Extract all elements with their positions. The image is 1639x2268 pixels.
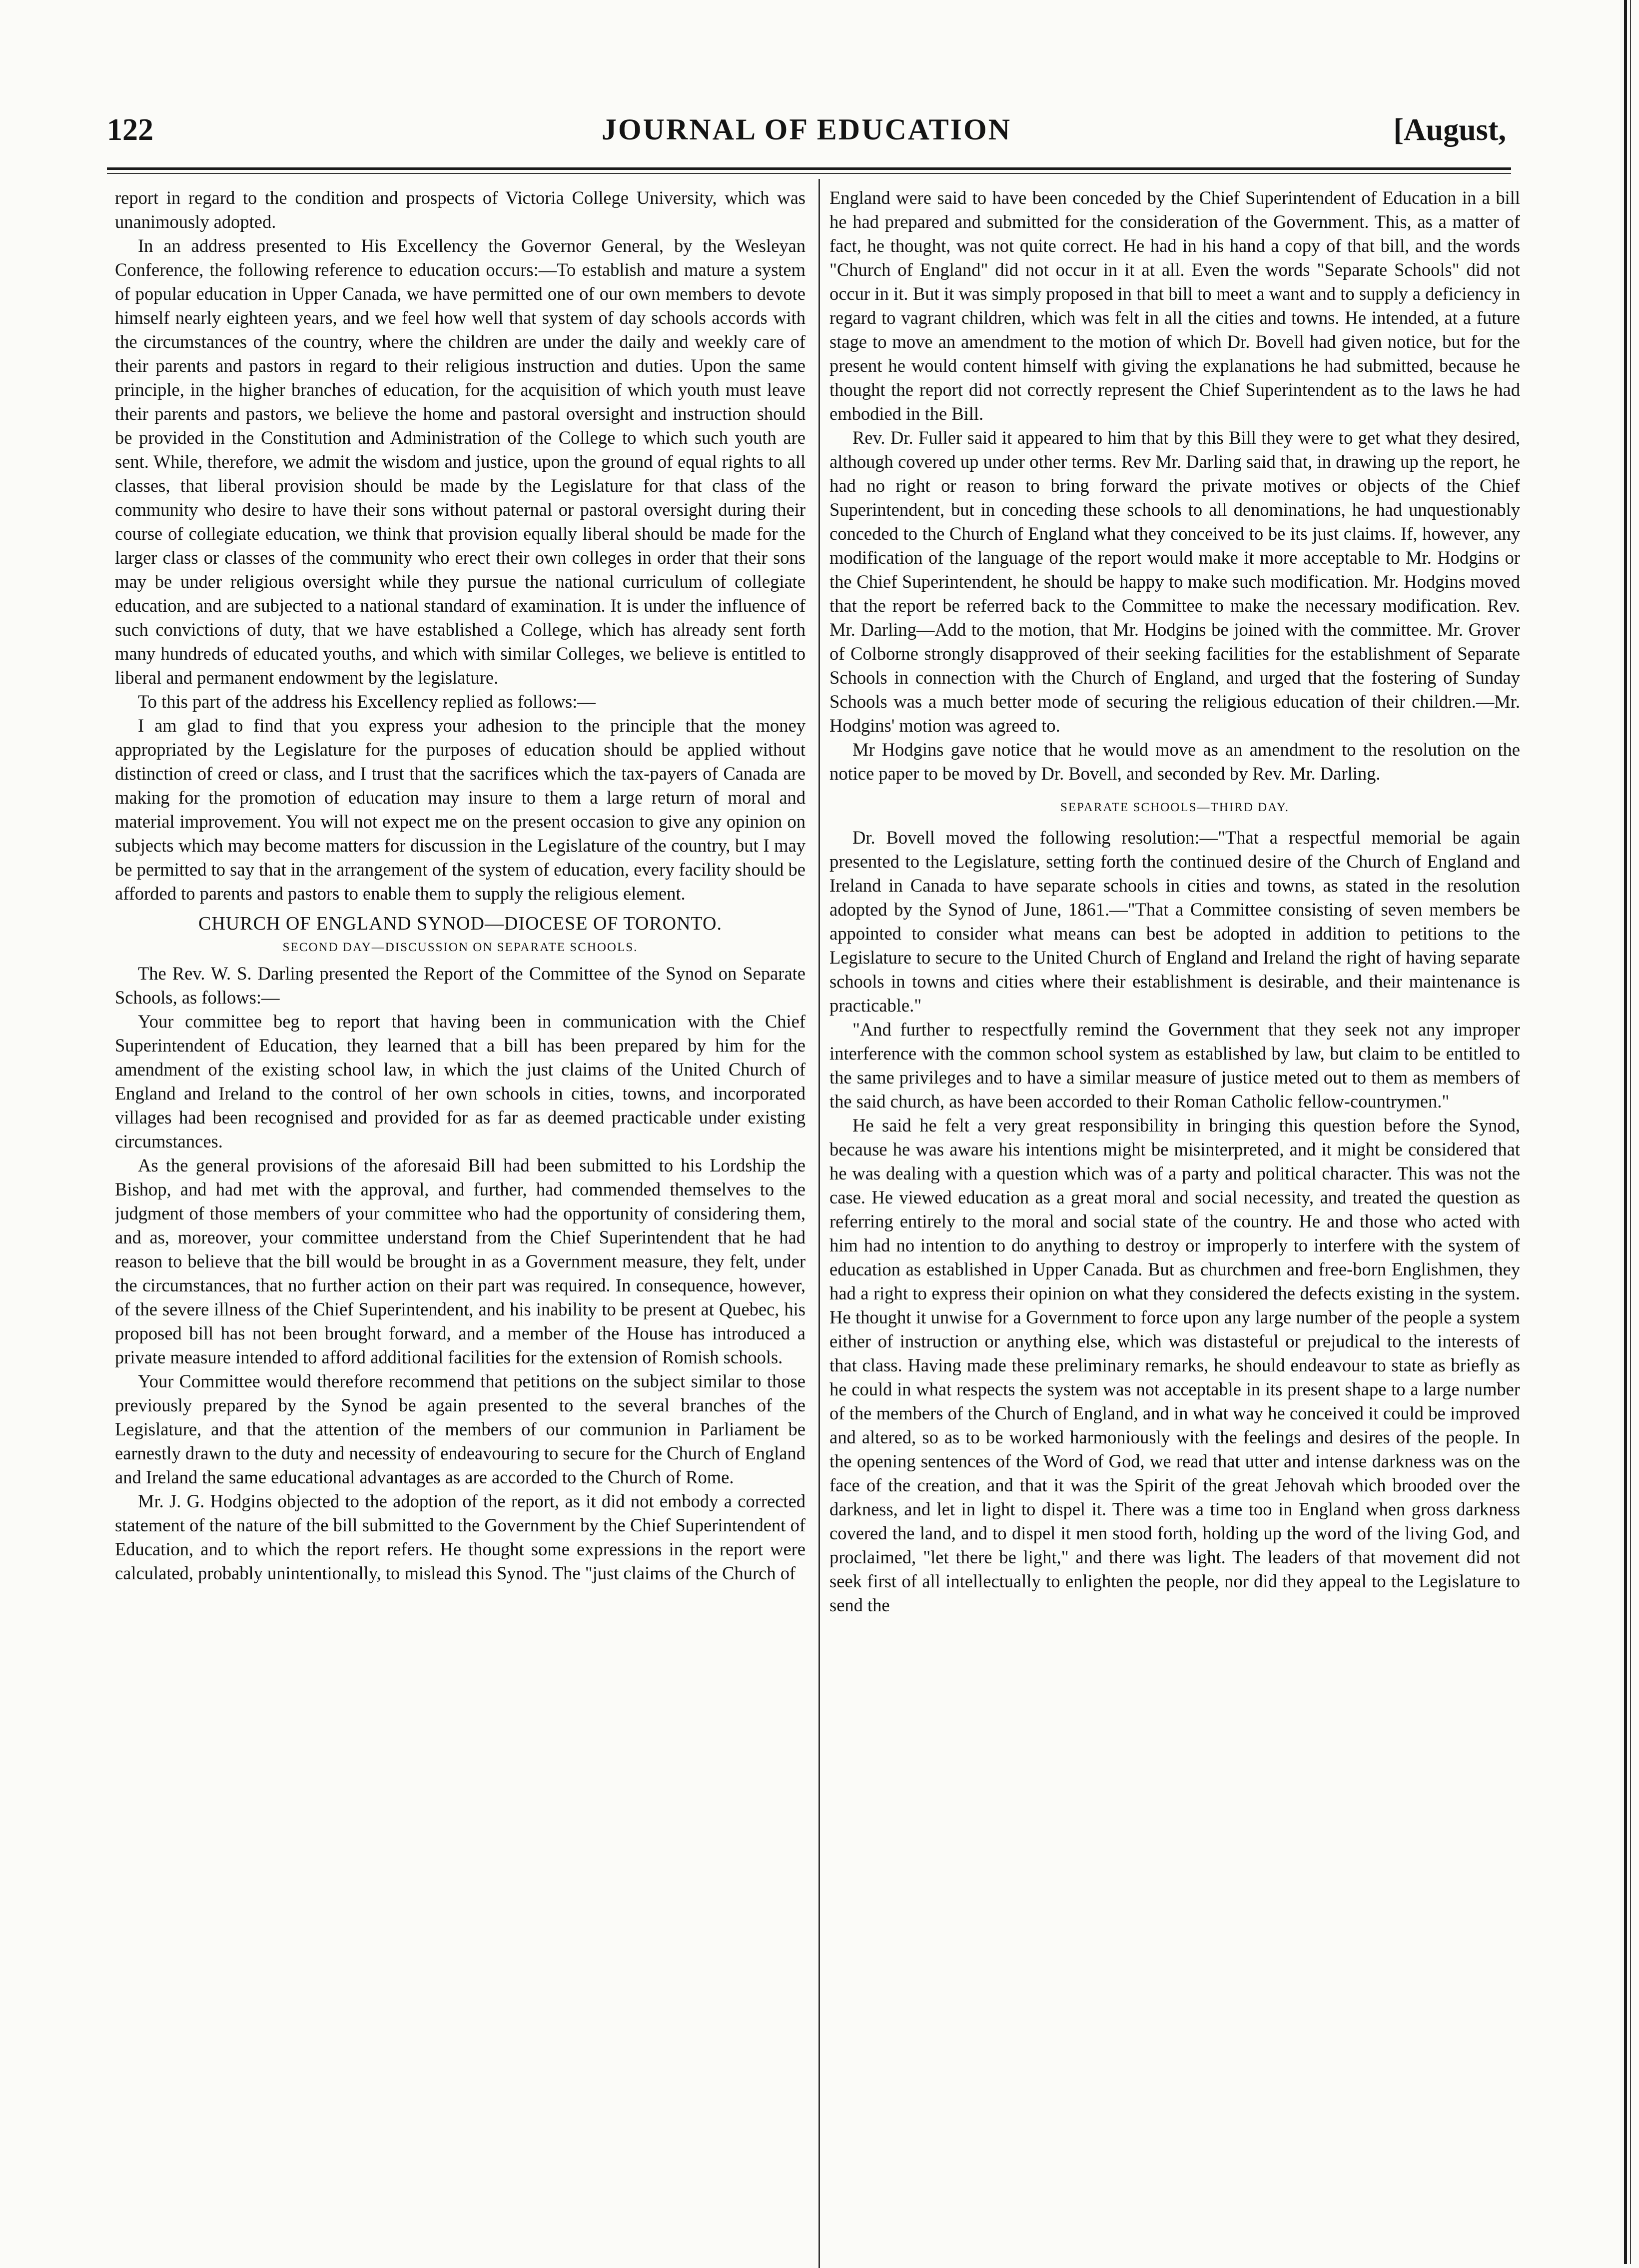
paragraph: "And further to respectfully remind the Government that they seek not any improper interference with the common school system as established by law, but claim to be entitled to the same privileges and to have a similar measure of justice meted out to them as members of the said church, as have been accorded to their Roman Catholic fellow-countrymen." — [829, 1019, 1520, 1112]
header-rule-thick — [107, 167, 1511, 170]
column-divider — [819, 179, 820, 2268]
paragraph: To this part of the address his Excellency replied as follows:— — [138, 691, 596, 712]
page-header — [107, 107, 1506, 162]
page-edge-rule-inner — [1630, 0, 1631, 2264]
journal-title: JOURNAL OF EDUCATION — [601, 113, 1012, 146]
section-subheading: SEPARATE SCHOOLS—THIRD DAY. — [1060, 801, 1290, 814]
paragraph: Dr. Bovell moved the following resolution:—"That a respectful memorial be again presented to the Legislature, setting forth the continued desire of the Church of England and Ireland in Canada to have separate schools in cities and towns, as stated in the resolution adopted by the Synod of June, 1861.—"That a Committee consisting of seven members be appointed to consider what means can best be adopted in addition to petitions to the Legislature to secure to the United Church of England and Ireland the right of having separate schools in towns and cities where their establishment is desirable, and their maintenance is practicable." — [829, 827, 1520, 1016]
paragraph: England were said to have been conceded by the Chief Superintendent of Education in a bill he had prepared and submitted for the consideration of the Government. This, as a matter of fact, he thought, was not quite correct. He had in his hand a copy of that bill, and the words "Church of England" did not occur in it at all. Even the words "Separate Schools" did not occur in it. But it was simply proposed in that bill to meet a want and to supply a deficiency in regard to vagrant children, which was felt in all the cities and towns. He intended, at a future stage to move an amendment to the motion of which Dr. Bovell had given notice, but for the present he would content himself with giving the explanations he had submitted, because he thought the report did not correctly represent the Chief Superintendent as to the laws he had embodied in the Bill. — [829, 187, 1520, 424]
paragraph: Your committee beg to report that having been in communication with the Chief Superintendent of Education, they learned that a bill has been prepared by him for the amendment of the existing school law, in which the just claims of the United Church of England and Ireland to the control of her own schools in cities, towns, and incorporated villages had been recognised and provided for as far as deemed practicable under existing circumstances. — [115, 1011, 806, 1151]
paragraph: In an address presented to His Excellency the Governor General, by the Wesleyan Conference, the following reference to education occurs:—To establish and mature a system of popular education in Upper Canada, we have permitted one of our own members to devote himself nearly eighteen years, and we feel how well that system of day schools accords with the circumstances of the country, where the children are under the daily and weekly care of their parents and pastors in regard to their religious instruction and duties. Upon the same principle, in the higher branches of education, for the acquisition of which youth must leave their parents and pastors, we believe the home and pastoral oversight and instruction should be provided in the Constitution and Administration of the College to which such youth are sent. While, therefore, we admit the wisdom and justice, upon the ground of equal rights to all classes, that liberal provision should be made by the Legislature for that class of the community who desire to have their sons without paternal or pastoral oversight during their course of collegiate education, we think that provision equally liberal should be made for the larger class or classes of the community who erect their own colleges in order that their sons may be under religious oversight while they pursue the national curriculum of collegiate education, and are subjected to a national standard of examination. It is under the influence of such convictions of duty, that we have established a College, which has already sent forth many hundreds of educated youths, and which with similar Colleges, we believe is entitled to liberal and permanent endowment by the legislature. — [115, 235, 806, 688]
paragraph: Mr Hodgins gave notice that he would move as an amendment to the resolution on the notice paper to be moved by Dr. Bovell, and seconded by Rev. Mr. Darling. — [829, 739, 1520, 784]
paragraph: Mr. J. G. Hodgins objected to the adoption of the report, as it did not embody a corrected statement of the nature of the bill submitted to the Government by the Chief Superintendent of Education, and to which the report refers. He thought some expressions in the report were calculated, probably unintentionally, to mislead this Synod. The "just claims of the Church of — [115, 1491, 806, 1583]
page-number: 122 — [107, 113, 153, 147]
section-subheading: SECOND DAY—DISCUSSION ON SEPARATE SCHOOLS. — [282, 941, 638, 954]
section-heading: CHURCH OF ENGLAND SYNOD—DIOCESE OF TORONTO. — [198, 913, 722, 934]
page-edge-rule — [1624, 0, 1627, 2264]
paragraph: Rev. Dr. Fuller said it appeared to him that by this Bill they were to get what they desired, although covered up under other terms. Rev Mr. Darling said that, in drawing up the report, he had no right or reason to bring forward the private motives or objects of the Chief Superintendent, but in conceding these schools to all denominations, he had unquestionably conceded to the Church of England what they conceived to be its just claims. If, however, any modification of the language of the report would make it more acceptable to Mr. Hodgins or the Chief Superintendent, he should be happy to make such modification. Mr. Hodgins moved that the report be referred back to the Committee to make the necessary modification. Rev. Mr. Darling—Add to the motion, that Mr. Hodgins be joined with the committee. Mr. Grover of Colborne strongly disapproved of their seeking facilities for the establishment of Separate Schools in connection with the Church of England, and urged that the fostering of Sunday Schools was a much better mode of securing the religious education of their children.—Mr. Hodgins' motion was agreed to. — [829, 427, 1520, 736]
paragraph: As the general provisions of the aforesaid Bill had been submitted to his Lordship the Bishop, and had met with the approval, and further, had commended themselves to the judgment of those members of your committee who had the opportunity of considering them, and as, moreover, your committee understand from the Chief Superintendent that he had reason to believe that the bill would be brought in as a Government measure, they felt, under the circumstances, that no further action on their part was required. In consequence, however, of the severe illness of the Chief Superintendent, and his inability to be present at Quebec, his proposed bill has not been brought forward, and a member of the House has introduced a private measure intended to afford additional facilities for the extension of Romish schools. — [115, 1155, 806, 1367]
header-rule-thin — [107, 173, 1511, 174]
left-column — [115, 186, 806, 2255]
paragraph: The Rev. W. S. Darling presented the Report of the Committee of the Synod on Separate Schools, as follows:— — [115, 963, 806, 1008]
paragraph: Your Committee would therefore recommend that petitions on the subject similar to those previously prepared by the Synod be again presented to the several branches of the Legislature, and that the attention of the members of our communion in Parliament be earnestly drawn to the duty and necessity of endeavouring to secure for the Church of England and Ireland the same educational advantages as are accorded to the Church of Rome. — [115, 1371, 806, 1487]
paragraph: He said he felt a very great responsibility in bringing this question before the Synod, because he was aware his intentions might be misinterpreted, and it might be considered that he was dealing with a question which was of a party and political character. This was not the case. He viewed education as a great moral and social necessity, and treated the question as referring entirely to the moral and social state of the country. He and those who acted with him had no intention to do anything to destroy or improperly to interfere with the system of education as established in Upper Canada. But as churchmen and free-born Englishmen, they had a right to express their opinion on what they considered the defects existing in the system. He thought it unwise for a Government to force upon any large number of the people a system either of instruction or anything else, which was distasteful or prejudical to the interests of that class. Having made these preliminary remarks, he should endeavour to state as briefly as he could in what respects the system was not acceptable in its present shape to a large number of the members of the Church of England, and in what way he conceived it could be improved and altered, so as to be worked harmoniously with the feelings and desires of the people. In the opening sentences of the Word of God, we read that utter and intense darkness was on the face of the creation, and that it was the Spirit of the great Jehovah which brooded over the darkness, and let in light to dispel it. There was a time too in England when gross darkness covered the land, and to dispel it men stood forth, holding up the word of the living God, and proclaimed, "let there be light," and there was light. The leaders of that movement did not seek first of all intellectually to enlighten the people, nor did they appeal to the Legislature to send the — [829, 1115, 1520, 1615]
right-column — [829, 186, 1520, 2255]
issue-month: [August, — [1393, 113, 1506, 147]
paragraph: report in regard to the condition and prospects of Victoria College University, which was unanimously adopted. — [115, 187, 806, 232]
quoted-reply: I am glad to find that you express your adhesion to the principle that the money appropriated by the Legislature for the purposes of education should be applied without distinction of creed or class, and I trust that the sacrifices which the tax-payers of Canada are making for the promotion of education may insure to them a large return of moral and material improvement. You will not expect me on the present occasion to give any opinion on subjects which may become matters for discussion in the Legislature of the country, but I may be permitted to say that in the arrangement of the system of education, every facility should be afforded to parents and pastors to enable them to supply the religious element. — [115, 715, 806, 904]
